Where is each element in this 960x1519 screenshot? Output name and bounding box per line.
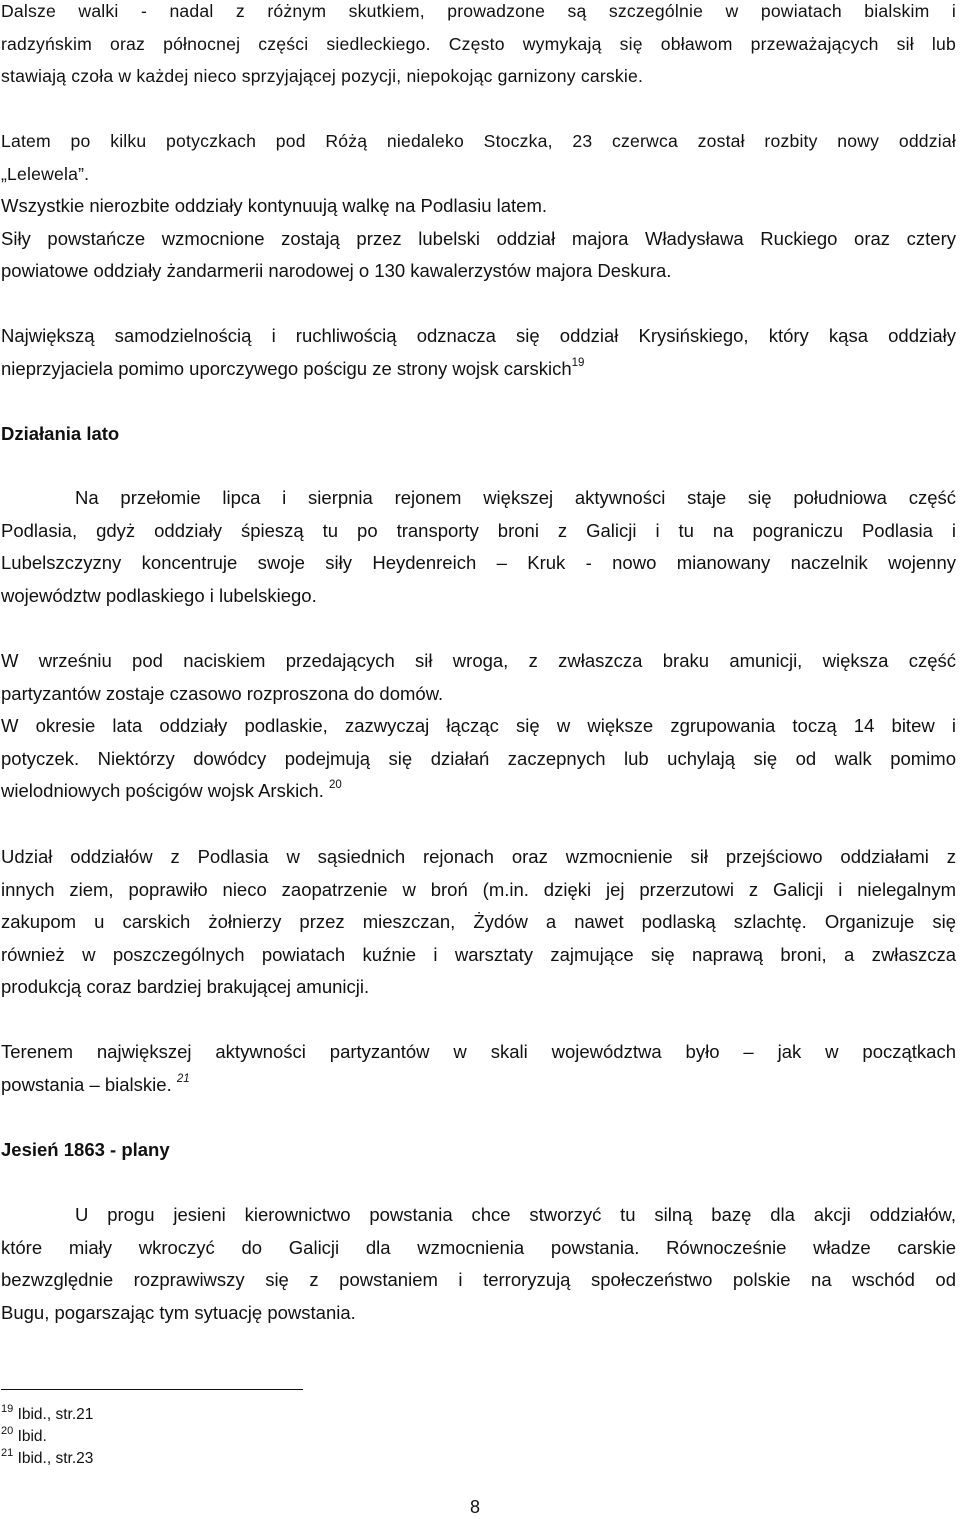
text-line: Dalsze walki - nadal z różnym skutkiem, prowadzone są szczególnie w powiatach bialskim i [1,1,956,21]
text-line: potyczek. Niektórzy dowódcy podejmują się działań zaczepnych lub uchylają się od walk pomimo [1,747,956,769]
text-line: zakupom u carskich żołnierzy przez mieszczan, Żydów a nawet podlaską szlachtę. Organizuje się [1,911,956,932]
footnote [1,1448,93,1470]
paragraph-6 [1,645,956,808]
text-line: Największą samodzielnością i ruchliwością odznacza się oddział Krysińskiego, który kąsa oddziały [1,325,956,346]
paragraph-7 [1,841,956,1004]
section-heading: Jesień 1863 - plany [1,1139,170,1160]
text-line: U progu jesieni kierownictwo powstania chce stworzyć tu silną bazę dla akcji oddziałów, [75,1204,956,1225]
text-line: Bugu, pogarszając tym sytuację powstania. [1,1301,356,1323]
footnote-ref[interactable]: 19 [571,356,585,369]
text-line: bezwzględnie rozprawiwszy się z powstaniem i terroryzują społeczeństwo polskie na wschód od [1,1269,956,1290]
footnote-text: Ibid., str.21 [17,1406,94,1423]
footnote-text: Ibid. [17,1428,47,1445]
text-line: Wszystkie nierozbite oddziały kontynuują walkę na Podlasiu latem. [1,195,548,216]
paragraph-1 [1,0,956,93]
text-line: Podlasia, gdyż oddziały śpieszą tu po transporty broni z Galicji i tu na pograniczu Podlasia i [1,519,956,541]
text-line: Latem po kilku potyczkach pod Różą niedaleko Stoczka, 23 czerwca został rozbity nowy oddział [1,131,956,151]
footnote-ref[interactable]: 21 [176,1072,190,1085]
footnote-separator [1,1389,303,1390]
footnote-ref[interactable]: 20 [329,779,342,791]
paragraph-3 [1,190,956,288]
footnote-text: Ibid., str.23 [17,1450,94,1467]
footnote-number: 20 [1,1425,14,1437]
paragraph-2 [1,125,956,190]
text-line: W wrześniu pod naciskiem przedających sił wroga, z zwłaszcza braku amunicji, większa część [1,650,956,671]
text-line-content: powstania – bialskie. [1,1073,172,1095]
text-line-content: wielodniowych pościgów wojsk Arskich. [1,780,324,801]
text-line: również w poszczególnych powiatach kuźnie i warsztaty zajmujące się naprawą broni, a zwłaszcza [1,943,956,965]
paragraph-5 [1,482,956,612]
text-line: radzyńskim oraz północnej części siedleckiego. Często wymykają się obławom przeważających sił lub [1,33,956,54]
text-line: W okresie lata oddziały podlaskie, zazwyczaj łącząc się w większe zgrupowania toczą 14 bitew i [1,715,956,736]
footnote-number: 19 [1,1403,14,1415]
paragraph-9 [1,1199,956,1329]
text-line: partyzantów zostaje czasowo rozproszona do domów. [1,682,444,704]
paragraph-8 [1,1036,956,1101]
footnote [1,1404,93,1426]
text-line: powiatowe oddziały żandarmerii narodowej o 130 kawalerzystów majora Deskura. [1,260,672,281]
text-line: stawiają czoła w każdej nieco sprzyjającej pozycji, niepokojąc garnizony carskie. [1,66,644,86]
paragraph-4 [1,320,956,385]
footnote-number: 21 [1,1447,14,1459]
text-line [1,1069,956,1102]
page-number: 8 [470,1497,481,1517]
text-line: Siły powstańcze wzmocnione zostają przez lubelski oddział majora Władysława Ruckiego oraz cztery [1,227,956,249]
section-heading: Działania lato [1,423,120,444]
footnote [1,1426,47,1448]
text-line-content: nieprzyjaciela pomimo uporczywego pościgu ze strony wojsk carskich [1,357,572,379]
text-line: innych ziem, poprawiło nieco zaopatrzenie w broń (m.in. dzięki jej przerzutowi z Galicji i nielegalnym [1,878,956,900]
text-line: które miały wkroczyć do Galicji dla wzmocnienia powstania. Równocześnie władze carskie [1,1236,956,1258]
text-line: Terenem największej aktywności partyzantów w skali województwa było – jak w początkach [1,1041,956,1062]
text-line: produkcją coraz bardziej brakującej amunicji. [1,976,370,997]
text-line: Udział oddziałów z Podlasia w sąsiednich rejonach oraz wzmocnienie sił przejściowo oddziałami z [1,846,956,867]
text-line [1,775,956,808]
text-line: „Lelewela”. [1,163,90,184]
text-line: województw podlaskiego i lubelskiego. [1,584,317,606]
text-line: Na przełomie lipca i sierpnia rejonem większej aktywności staje się południowa część [75,487,956,508]
text-line: Lubelszczyzny koncentruje swoje siły Heydenreich – Kruk - nowo mianowany naczelnik wojenny [1,552,956,573]
text-line [1,353,956,386]
